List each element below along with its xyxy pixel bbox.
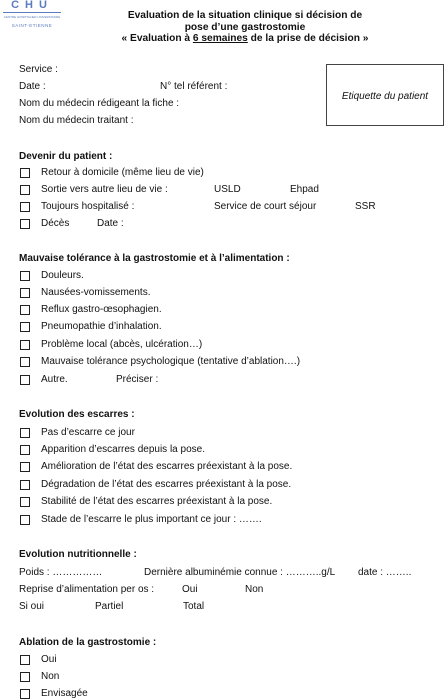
- logo-city: SAINT-ETIENNE: [11, 23, 53, 28]
- checkbox-ablation-oui[interactable]: [20, 655, 30, 665]
- albuminemie-date-field[interactable]: date : ……..: [358, 567, 412, 578]
- option-label: Reflux gastro-œsophagien.: [41, 304, 162, 315]
- tolerance-heading: Mauvaise tolérance à la gastrostomie et à l’alimentation :: [19, 253, 290, 264]
- title-line-3-underlined: 6 semaines: [192, 33, 248, 44]
- title-line-2: pose d’une gastrostomie: [184, 21, 306, 33]
- option-label: Envisagée: [41, 688, 88, 699]
- nutrition-heading: Evolution nutritionnelle :: [19, 549, 137, 560]
- ehpad-option[interactable]: Ehpad: [290, 184, 319, 195]
- option-label: Problème local (abcès, ulcération…): [41, 339, 203, 350]
- devenir-heading: Devenir du patient :: [19, 151, 113, 162]
- checkbox-devenir-deces[interactable]: [20, 219, 30, 229]
- tel-field[interactable]: N° tel référent :: [160, 81, 228, 92]
- checkbox-devenir-sortie[interactable]: [20, 185, 30, 195]
- option-label: Toujours hospitalisé :: [41, 201, 135, 212]
- document-title: [105, 10, 385, 45]
- checkbox-tolerance-autre[interactable]: [20, 375, 30, 385]
- checkbox-escarre-degradation[interactable]: [20, 480, 30, 490]
- option-label: Amélioration de l’état des escarres préexistant à la pose.: [41, 461, 293, 472]
- checkbox-tolerance-douleurs[interactable]: [20, 271, 30, 281]
- patient-label-box: [326, 64, 444, 126]
- option-label: Retour à domicile (même lieu de vie): [41, 167, 204, 178]
- logo-tagline: CENTRE HOSPITALIER UNIVERSITAIRE: [3, 15, 61, 19]
- partiel-option[interactable]: Partiel: [95, 601, 124, 612]
- checkbox-tolerance-probleme-local[interactable]: [20, 340, 30, 350]
- checkbox-devenir-domicile[interactable]: [20, 168, 30, 178]
- option-label: Mauvaise tolérance psychologique (tentative d’ablation….): [41, 356, 301, 367]
- title-line-3-post: de la prise de décision »: [247, 33, 369, 44]
- option-label: Stade de l’escarre le plus important ce jour : …….: [41, 514, 262, 525]
- option-label: Non: [41, 671, 60, 682]
- option-label: Apparition d’escarres depuis la pose.: [41, 444, 205, 455]
- reprise-non-option[interactable]: Non: [245, 584, 264, 595]
- ablation-heading: Ablation de la gastrostomie :: [19, 637, 157, 648]
- checkbox-devenir-hospitalise[interactable]: [20, 202, 30, 212]
- service-field[interactable]: Service :: [19, 64, 58, 75]
- title-line-3: [105, 33, 385, 45]
- ssr-option[interactable]: SSR: [355, 201, 376, 212]
- option-label: Oui: [41, 654, 57, 665]
- checkbox-ablation-envisagee[interactable]: [20, 689, 30, 699]
- logo-name: CHU: [11, 0, 53, 11]
- patient-label-text: Etiquette du patient: [341, 91, 429, 102]
- option-label: Dégradation de l’état des escarres préexistant à la pose.: [41, 479, 292, 490]
- court-sejour-option[interactable]: Service de court séjour: [214, 201, 317, 212]
- checkbox-escarre-stabilite[interactable]: [20, 497, 30, 507]
- checkbox-tolerance-pneumopathie[interactable]: [20, 322, 30, 332]
- medecin-fiche-field[interactable]: Nom du médecin rédigeant la fiche :: [19, 98, 180, 109]
- checkbox-escarre-aucune[interactable]: [20, 428, 30, 438]
- poids-field[interactable]: Poids : ……………: [19, 567, 103, 578]
- checkbox-tolerance-reflux[interactable]: [20, 305, 30, 315]
- reprise-label: Reprise d’alimentation per os :: [19, 584, 155, 595]
- checkbox-escarre-apparition[interactable]: [20, 445, 30, 455]
- usld-option[interactable]: USLD: [214, 184, 241, 195]
- preciser-field[interactable]: Préciser :: [116, 374, 159, 385]
- option-label: Pas d’escarre ce jour: [41, 427, 135, 438]
- date-field[interactable]: Date :: [19, 81, 46, 92]
- option-label: Nausées-vomissements.: [41, 287, 151, 298]
- deces-date-field[interactable]: Date :: [97, 218, 124, 229]
- option-label: Pneumopathie d’inhalation.: [41, 321, 162, 332]
- option-label: Décès: [41, 218, 70, 229]
- albuminemie-field[interactable]: Dernière albuminémie connue : ………..g/L: [144, 567, 336, 578]
- checkbox-ablation-non[interactable]: [20, 672, 30, 682]
- checkbox-tolerance-nausees[interactable]: [20, 288, 30, 298]
- checkbox-tolerance-psychologique[interactable]: [20, 357, 30, 367]
- title-line-1: Evaluation de la situation clinique si décision de: [127, 10, 363, 21]
- option-label: Autre.: [41, 374, 68, 385]
- option-label: Sortie vers autre lieu de vie :: [41, 184, 168, 195]
- option-label: Douleurs.: [41, 270, 84, 281]
- option-label: Stabilité de l’état des escarres préexistant à la pose.: [41, 496, 273, 507]
- checkbox-escarre-amelioration[interactable]: [20, 462, 30, 472]
- total-option[interactable]: Total: [183, 601, 205, 612]
- medecin-traitant-field[interactable]: Nom du médecin traitant :: [19, 115, 134, 126]
- title-line-3-pre: « Evaluation à: [121, 33, 193, 44]
- reprise-oui-option[interactable]: Oui: [182, 584, 198, 595]
- escarres-heading: Evolution des escarres :: [19, 409, 135, 420]
- si-oui-label: Si oui: [19, 601, 45, 612]
- checkbox-escarre-stade[interactable]: [20, 515, 30, 525]
- chu-logo: [3, 0, 61, 34]
- logo-divider: [3, 12, 61, 13]
